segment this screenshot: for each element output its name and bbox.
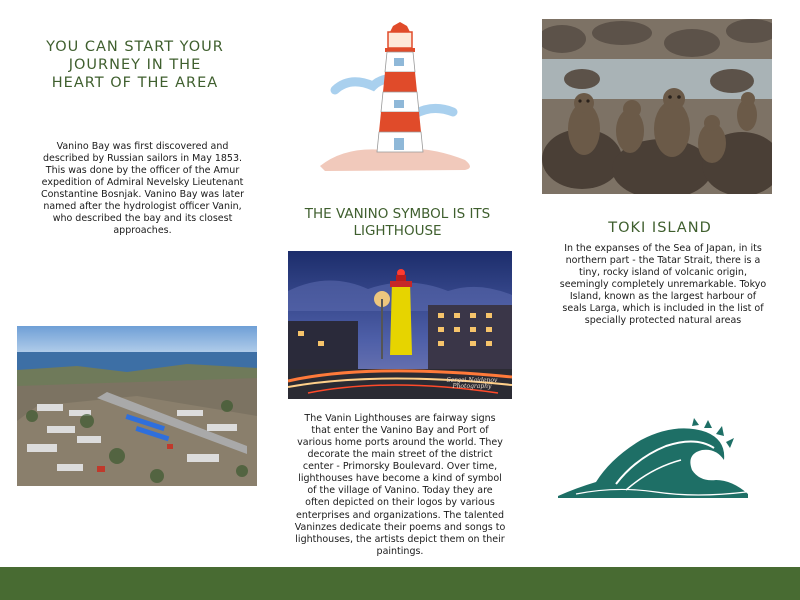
right-heading: TOKI ISLAND — [608, 220, 712, 236]
lighthouse-illustration — [315, 18, 485, 178]
footer-bar — [0, 567, 800, 600]
wave-illustration — [556, 418, 751, 500]
lighthouse-night-photo — [288, 251, 512, 399]
left-heading: YOU CAN START YOUR JOURNEY IN THE HEART OF THE AREA — [46, 39, 224, 92]
left-body-text: Vanino Bay was first discovered and described by Russian sailors in May 1853. This was done by the officer of the Amur expedition of Admiral Nevelsky Lieutenant Constantine Bosnjak. Vanino Bay was later named after the hydrologist officer Vanin, who described the bay and its closest approaches. — [40, 141, 245, 237]
vanino-aerial-photo — [17, 326, 257, 486]
photo-watermark: Sergei Naidenov Photography — [446, 376, 498, 391]
seals-photo — [542, 19, 772, 194]
middle-body-text: The Vanin Lighthouses are fairway signs that enter the Vanino Bay and Port of various home ports around the world. They decorate the main street of the district center - Primorsky Boulevard. Over time, lighthouses have become a kind of symbol of the village of Vanino. Today they are often depicted on their logos by various enterprises and organizations. The talented Vaninzes dedicate their poems and songs to lighthouses, the artists depict them on their paintings. — [294, 413, 506, 557]
middle-heading: THE VANINO SYMBOL IS ITS LIGHTHOUSE — [304, 206, 491, 239]
right-body-text: In the expanses of the Sea of Japan, in its northern part - the Tatar Strait, there is a tiny, rocky island of volcanic origin, seemingly completely unremarkable. Tokyo Island, known as the largest harbour of seals Larga, which is included in the list of specially protected natural areas — [559, 243, 767, 327]
